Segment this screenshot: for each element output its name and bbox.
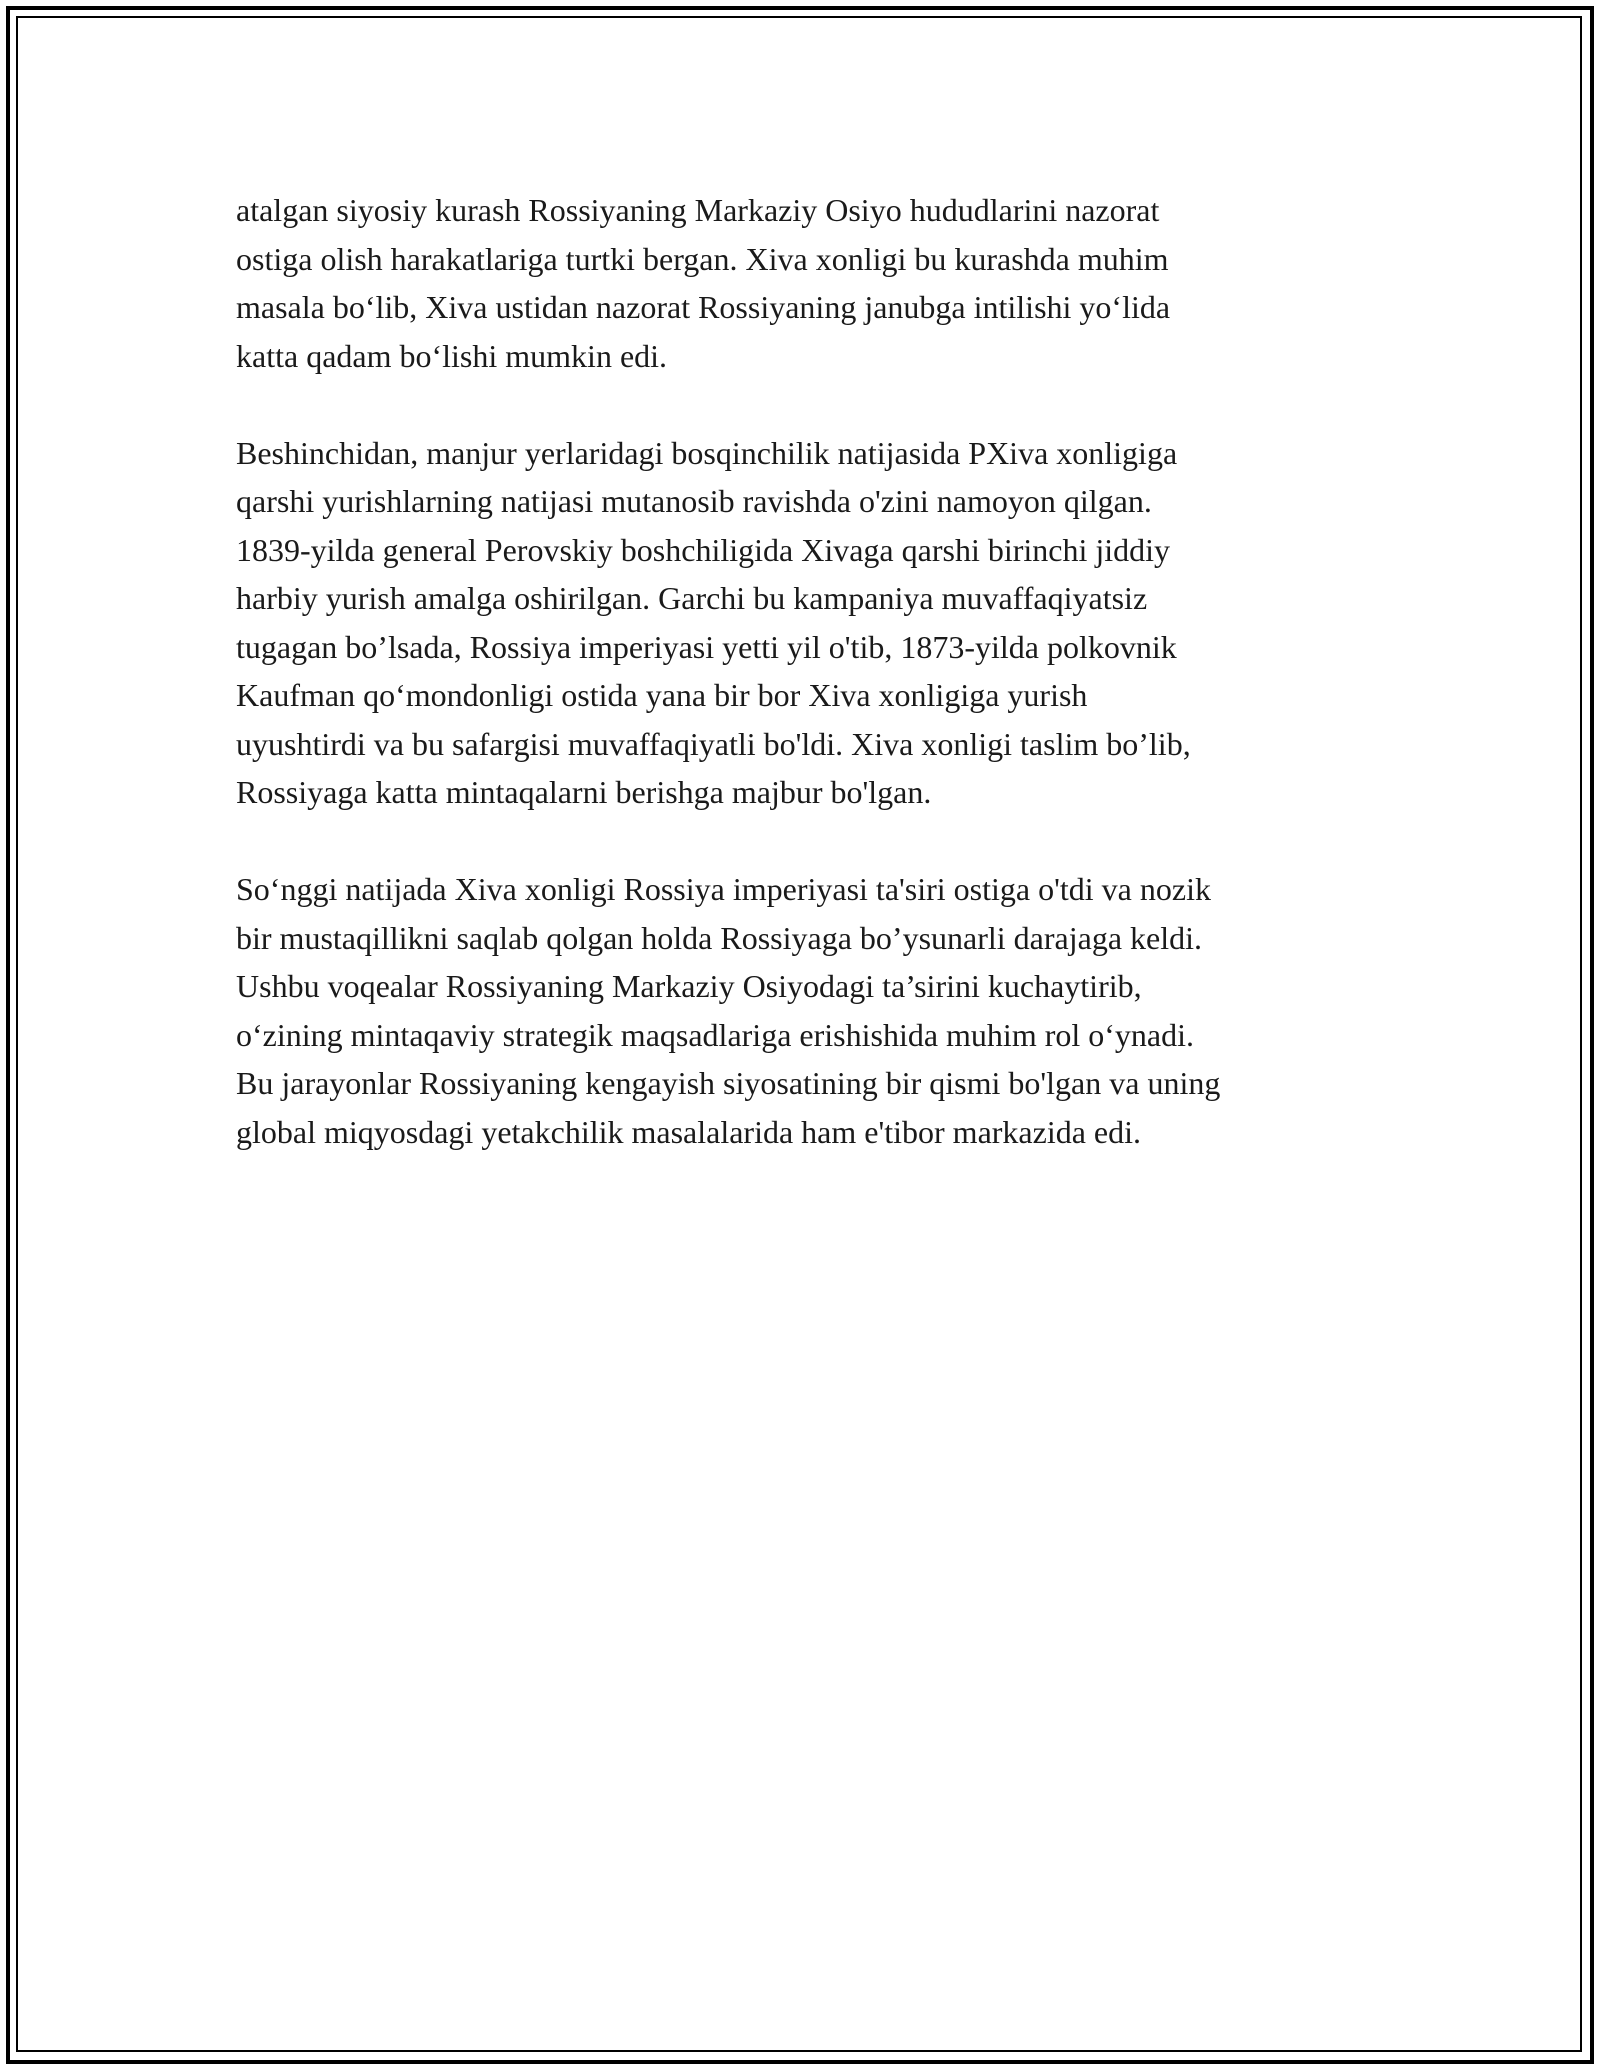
paragraph-2: Beshinchidan, manjur yerlaridagi bosqinchilik natijasida PXiva xonligiga qarshi yurishlarning natijasi mutanosib ravishda o'zini namoyon qilgan. 1839-yilda general Perovskiy boshchiligida Xivaga qarshi birinchi jiddiy harbiy yurish amalga oshirilgan. Garchi bu kampaniya muvaffaqiyatsiz tugagan bo’lsada, Rossiya imperiyasi yetti yil o'tib, 1873-yilda polkovnik Kaufman qo‘mondonligi ostida yana bir bor Xiva xonligiga yurish uyushtirdi va bu safargisi muvaffaqiyatli bo'ldi. Xiva xonligi taslim bo’lib, Rossiyaga katta mintaqalarni berishga majbur bo'lgan. bbox=[236, 434, 1191, 810]
paragraph-3: So‘nggi natijada Xiva xonligi Rossiya imperiyasi ta'siri ostiga o'tdi va nozik bir mustaqillikni saqlab qolgan holda Rossiyaga bo’ysunarli darajaga keldi. Ushbu voqealar Rossiyaning Markaziy Osiyodagi ta’sirini kuchaytirib, o‘zining mintaqaviy strategik maqsadlariga erishishida muhim rol o‘ynadi. Bu jarayonlar Rossiyaning kengayish siyosatining bir qismi bo'lgan va uning global miqyosdagi yetakchilik masalalarida ham e'tibor markazida edi. bbox=[236, 871, 1221, 1150]
paragraph-1: atalgan siyosiy kurash Rossiyaning Markaziy Osiyo hududlarini nazorat ostiga olish harakatlariga turtki bergan. Xiva xonligi bu kurashda muhim masala bo‘lib, Xiva ustidan nazorat Rossiyaning janubga intilishi yo‘lida katta qadam bo‘lishi mumkin edi. bbox=[236, 192, 1171, 374]
document-body bbox=[236, 186, 1396, 1205]
